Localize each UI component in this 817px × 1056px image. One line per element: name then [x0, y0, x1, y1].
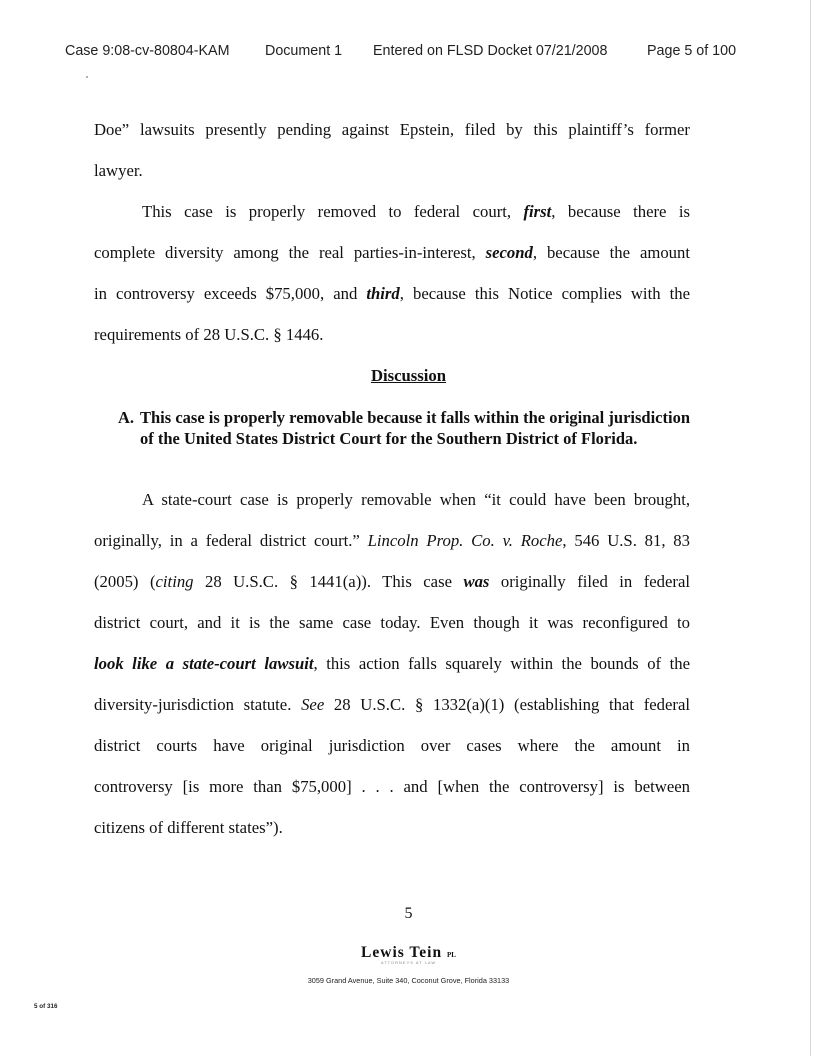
page-number: 5 [404, 905, 413, 922]
scan-speck [86, 76, 88, 78]
para3-line5: look like a state-court lawsuit, this action falls squarely within the bounds of the [94, 654, 690, 673]
para3-line9: citizens of different states”). [94, 818, 283, 837]
discussion-heading: Discussion [370, 366, 447, 385]
firm-tagline: ATTORNEYS AT LAW [380, 960, 437, 965]
page-edge-line [810, 0, 811, 1056]
header-page-count: Page 5 of 100 [647, 43, 737, 59]
emph-third: third [366, 284, 400, 303]
header-document: Document 1 [265, 43, 343, 59]
emph-first: first [523, 202, 552, 221]
para3-line6: diversity-jurisdiction statute. See 28 U.S.C. § 1332(a)(1) (establishing that federal [94, 695, 691, 714]
emph-second: second [485, 243, 533, 262]
emph-was: was [463, 572, 490, 591]
para3-line7: district courts have original jurisdiction over cases where the amount in [94, 736, 690, 755]
para3-line3: (2005) (citing 28 U.S.C. § 1441(a)). This case was originally filed in federal [94, 572, 691, 591]
section-a-heading [118, 407, 690, 449]
para3-line4: district court, and it is the same case today. Even though it was reconfigured to [94, 613, 690, 632]
section-a-title: This case is properly removable because it falls within the original jurisdiction of the United States District Court for the Southern District of Florida. [140, 408, 690, 448]
ecf-header [0, 43, 817, 65]
emph-state-court: look like a state-court lawsuit [94, 654, 314, 673]
header-case-number: Case 9:08-cv-80804-KAM [65, 43, 230, 59]
para2-line3: in controversy exceeds $75,000, and third, because this Notice complies with the [94, 284, 690, 303]
para1-line2: lawyer. [94, 161, 143, 180]
section-a-label: A. [118, 408, 135, 427]
header-docket-entry: Entered on FLSD Docket 07/21/2008 [373, 43, 608, 59]
para1-line1: Doe” lawsuits presently pending against Epstein, filed by this plaintiff’s former [94, 120, 690, 139]
para2-line1: This case is properly removed to federal court, first, because there is [142, 202, 690, 221]
para2-line4: requirements of 28 U.S.C. § 1446. [94, 325, 324, 344]
para3-line1: A state-court case is properly removable when “it could have been brought, [142, 490, 690, 509]
para3-line8: controversy [is more than $75,000] . . . and [when the controversy] is between [94, 777, 690, 796]
case-citation: Lincoln Prop. Co. v. Roche [367, 531, 563, 550]
para3-line2: originally, in a federal district court.” Lincoln Prop. Co. v. Roche, 546 U.S. 81, 83 [94, 531, 690, 550]
firm-logo: Lewis Tein PL [361, 944, 456, 961]
para2-line2: complete diversity among the real parties-in-interest, second, because the amount [94, 243, 690, 262]
firm-address: 3059 Grand Avenue, Suite 340, Coconut Grove, Florida 33133 [307, 976, 510, 985]
bates-stamp: 5 of 316 [34, 1003, 58, 1010]
